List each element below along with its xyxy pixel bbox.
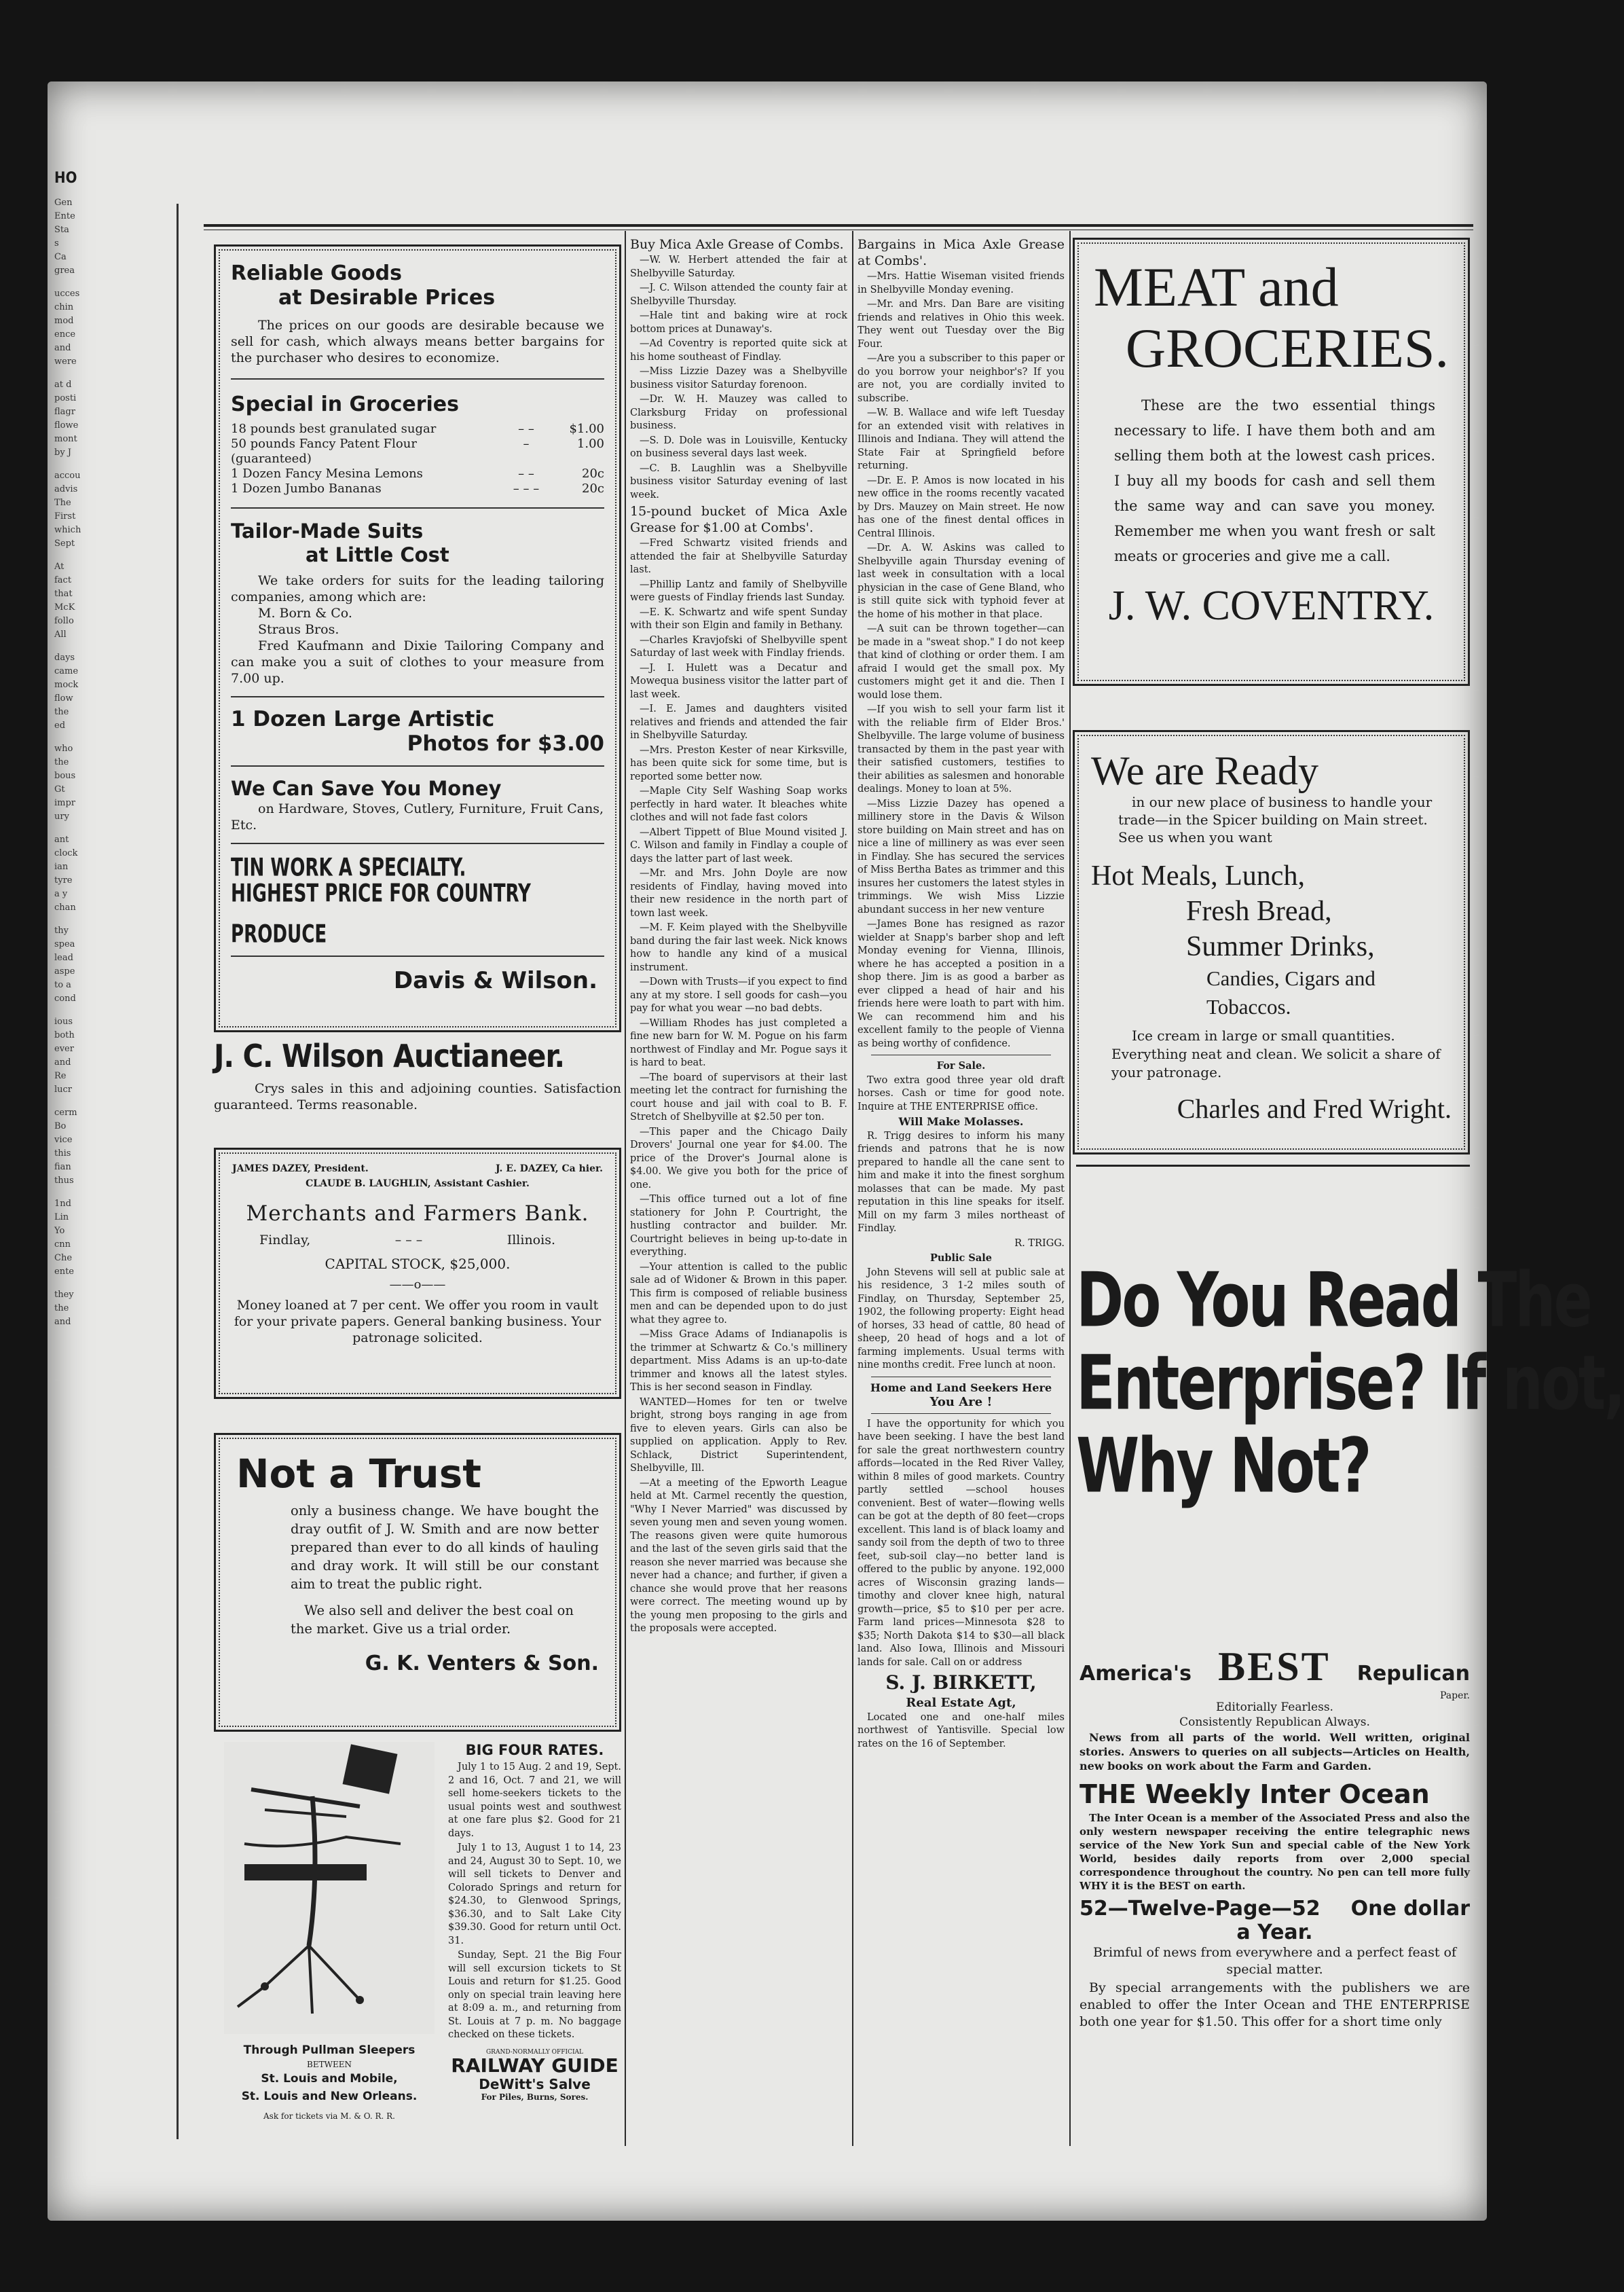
news-item: WANTED—Homes for ten or twelve bright, strong boys ranging in age from five to eleven years. Girls can also be supplied on application. Apply to Rev. Schlack, District Superintendent, Shelbyville, Ill.: [630, 1396, 847, 1474]
big-four-p1: July 1 to 15 Aug. 2 and 19, Sept. 2 and 16, Oct. 7 and 21, we will sell home-seekers tickets to the usual points west and southwest at one fare plus $2. Good for 21 days.: [448, 1762, 621, 1839]
ready-intro: in our new place of business to handle your trade—in the Spicer building on Main street. See us when you want: [1118, 794, 1433, 845]
meat-text: These are the two essential things necessary to life. I have them both and am selling them both at the lowest cash prices. I buy all my boods for cash and sell them the same way and can save you money. Remember me when you want fresh or salt meats or groceries and give me a call.: [1114, 397, 1435, 564]
grocery-item: 1 Dozen Fancy Mesina Lemons: [231, 467, 423, 481]
sliver-line: lucr: [54, 1085, 73, 1095]
guide-line-1: GRAND-NORMALLY OFFICIAL: [485, 2048, 584, 2056]
news-item: —Dr. E. P. Amos is now located in his new office in the rooms recently vacated by Drs. Mauzey on Main street. He now has one of the finest dental offices in Central Illinois.: [857, 475, 1065, 539]
sliver-line: mock: [54, 680, 79, 690]
davis-wilson-sign: Davis & Wilson.: [393, 967, 597, 994]
suits-title-2: at Little Cost: [306, 543, 449, 566]
inter-ocean-big-2: One dollar: [1350, 1897, 1470, 1921]
inter-ocean-big-1: 52—Twelve-Page—52: [1079, 1897, 1321, 1921]
grocery-dashes: – –: [518, 467, 534, 481]
guide-line-2: RAILWAY GUIDE: [451, 2054, 619, 2077]
column-rule-2: [852, 231, 853, 2146]
inter-ocean-title: THE Weekly Inter Ocean: [1079, 1779, 1430, 1809]
bank-capital: CAPITAL STOCK, $25,000.: [325, 1256, 511, 1272]
ad-divider: [231, 843, 604, 844]
col3-items-2: [630, 537, 847, 1636]
railway-guide-ad: [448, 2049, 621, 2102]
trust-text-1: only a business change. We have bought the dray outfit of J. W. Smith and are now better prepared than ever to do all kinds of hauling and dray work. It will still be our constant aim to treat the public right.: [291, 1503, 599, 1592]
local-news-column-1: [630, 231, 847, 2146]
sliver-line: ious: [54, 1017, 73, 1027]
molasses-title: Will Make Molasses.: [898, 1115, 1024, 1128]
enterprise-line-1: Do You Read The: [1076, 1257, 1591, 1345]
auctioneer-text: Crys sales in this and adjoining counties. Satisfaction guaranteed. Terms reasonable.: [214, 1081, 621, 1112]
sliver-line: tyre: [54, 875, 73, 886]
sliver-line: ed: [54, 721, 66, 731]
coventry-sign: J. W. COVENTRY.: [1108, 583, 1435, 629]
sliver-line: At: [54, 562, 64, 572]
grocery-row: [231, 481, 604, 496]
news-item: —If you wish to sell your farm list it with the reliable firm of Elder Bros.' Shelbyville. The large volume of business transacted by them in the past year with their satisfied customers, testifies to their abilities as salesmen and honorable dealings. Money to loan at 5%.: [857, 704, 1065, 795]
news-item: —Albert Tippett of Blue Mound visited J. C. Wilson and family in Findlay a couple of days the latter part of last week.: [630, 826, 847, 865]
grocery-dashes: –: [523, 437, 530, 451]
birkett-name: S. J. BIRKETT,: [885, 1671, 1037, 1694]
news-item: —C. B. Laughlin was a Shelbyville business visitor Saturday evening of last week.: [630, 462, 847, 501]
sliver-line: that: [54, 589, 73, 599]
save-text: on Hardware, Stoves, Cutlery, Furniture, Fruit Cans, Etc.: [231, 801, 604, 833]
sliver-line: Ca: [54, 252, 67, 262]
inter-ocean-ad: [1079, 1643, 1470, 2032]
news-item: —W. W. Herbert attended the fair at Shelbyville Saturday.: [630, 255, 847, 279]
grocery-dashes: – –: [518, 422, 534, 436]
sliver-line: Yo: [54, 1226, 65, 1236]
news-item: —Dr. A. W. Askins was called to Shelbyville again Thursday evening of last week in consultation with a local physician in the case of Gene Bland, who is still quite sick with typhoid fever at the home of his mother in that place.: [857, 543, 1065, 620]
meat-title-2: GROCERIES.: [1125, 317, 1449, 379]
news-item: —Your attention is called to the public sale ad of Widoner & Brown in this paper. This firm is composed of reliable business men and can be depended upon to do just what they agree to.: [630, 1261, 847, 1326]
bank-text: Money loaned at 7 per cent. We offer you room in vault for your private papers. General banking business. Your patronage solicited.: [234, 1298, 602, 1345]
ready-line-4: Candies, Cigars and Tobaccos.: [1206, 966, 1376, 1019]
local-news-column-2: [857, 231, 1065, 2146]
sliver-line: fian: [54, 1162, 71, 1172]
sliver-line: came: [54, 666, 79, 676]
sliver-line: the: [54, 1303, 69, 1313]
col3-lead: Buy Mica Axle Grease of Combs.: [630, 237, 844, 252]
grocery-row: [231, 422, 604, 437]
sliver-line: follo: [54, 616, 74, 626]
sliver-line: ant: [54, 835, 69, 845]
bank-cashier: J. E. DAZEY, Ca hier.: [496, 1163, 603, 1174]
ready-title: We are Ready: [1091, 748, 1318, 793]
previous-page-sliver: [54, 170, 177, 2139]
sliver-line: clock: [54, 848, 78, 858]
illus-caption-4: St. Louis and New Orleans.: [241, 2090, 418, 2103]
news-item: —E. K. Schwartz and wife spent Sunday with their son Elgin and family in Bethany.: [630, 606, 847, 631]
news-item: —Ad Coventry is reported quite sick at his home southeast of Findlay.: [630, 338, 847, 363]
sliver-line: ente: [54, 1267, 74, 1277]
sliver-line: mont: [54, 434, 77, 444]
sliver-line: ian: [54, 862, 69, 872]
ad-divider: [231, 507, 604, 509]
big-four-rates: [448, 1742, 621, 2102]
grocery-dashes: – – –: [513, 481, 540, 496]
news-item: —J. I. Hulett was a Decatur and Mowequa business visitor the latter part of last week.: [630, 662, 847, 700]
news-item: —Mr. and Mrs. John Doyle are now residents of Findlay, having moved into their new residence in the north part of town last week.: [630, 868, 847, 919]
column-rule-1: [625, 231, 626, 2146]
news-item: —At a meeting of the Epworth League held at Mt. Carmel recently the question, "Why I Never Married" was discussed by seven young men and seven young women. The reasons given were quite humorous and the last of the seven girls said that the reason she never married was because she never had a chance; and further, if given a chance she would prove that her reasons were correct. The meeting wound up by the young men proposing to the girls and the proposals were accepted.: [630, 1477, 847, 1634]
bank-town: Findlay,: [259, 1233, 311, 1248]
sliver-line: 1nd: [54, 1199, 71, 1209]
grocery-price: $1.00: [569, 422, 604, 436]
sliver-header: HO: [54, 170, 77, 187]
sliver-line: flowe: [54, 420, 79, 431]
trust-title: Not a Trust: [236, 1451, 481, 1497]
news-item: —M. F. Keim played with the Shelbyville band during the fair last week. Nick knows how to handle any kind of a musical instrument.: [630, 922, 847, 973]
bank-dashes: – – –: [394, 1233, 423, 1248]
sliver-line: aspe: [54, 966, 75, 977]
for-sale-text: Two extra good three year old draft horses. Cash or time for good note. Inquire at THE ENTERPRISE office.: [857, 1074, 1065, 1112]
sliver-line: cerm: [54, 1108, 77, 1118]
news-item: —J. C. Wilson attended the county fair at Shelbyville Thursday.: [630, 283, 847, 307]
sliver-line: Gt: [54, 784, 65, 795]
big-four-p3: Sunday, Sept. 21 the Big Four will sell excursion tickets to St Louis and return for $1.25. Good only on special train leaving here at 8:09 a. m., and returning from St. Louis at 7 p. m. No baggage checked on these tickets.: [448, 1950, 621, 2040]
sliver-line: chin: [54, 302, 74, 312]
sliver-line: The: [54, 498, 71, 508]
grocery-item: 50 pounds Fancy Patent Flour (guaranteed): [231, 437, 417, 466]
sliver-line: mod: [54, 316, 74, 326]
ad-heading-2: at Desirable Prices: [278, 286, 496, 310]
bank-officers: [232, 1163, 603, 1174]
sliver-line: Lin: [54, 1212, 69, 1222]
ready-line-1: Hot Meals, Lunch,: [1091, 860, 1305, 892]
for-sale-title: For Sale.: [936, 1060, 986, 1072]
ad-heading-1: Reliable Goods: [231, 261, 402, 285]
photos-line-2: Photos for $3.00: [407, 731, 604, 756]
molasses-sign: R. TRIGG.: [1014, 1237, 1065, 1249]
photos-line-1: 1 Dozen Large Artistic: [231, 707, 495, 731]
sliver-line: cnn: [54, 1239, 71, 1250]
suits-company-2: Straus Bros.: [258, 622, 339, 637]
ad-divider: [231, 956, 604, 957]
sliver-line: s: [54, 238, 59, 249]
sliver-line: posti: [54, 393, 77, 403]
save-title: We Can Save You Money: [231, 777, 502, 800]
sliver-line: flow: [54, 693, 73, 704]
grocery-price: 1.00: [576, 437, 604, 451]
sliver-line: by J: [54, 448, 72, 458]
inter-ocean-head-b: BEST: [1218, 1644, 1331, 1689]
illus-caption-5: Ask for tickets via M. & O. R. R.: [263, 2111, 395, 2121]
bank-assistant: CLAUDE B. LAUGHLIN, Assistant Cashier.: [306, 1178, 530, 1189]
sliver-line: which: [54, 525, 81, 535]
news-item: —Mr. and Mrs. Dan Bare are visiting friends and relatives in Ohio this week. They went out Tuesday over the Big Four.: [857, 299, 1065, 350]
sliver-line: the: [54, 757, 69, 767]
trust-ad: [214, 1433, 621, 1732]
tin-work-line: TIN WORK A SPECIALTY.: [231, 852, 466, 882]
sliver-line: spea: [54, 939, 75, 949]
public-sale-title: Public Sale: [929, 1252, 993, 1264]
sliver-line: First: [54, 511, 76, 522]
grocery-row: [231, 437, 604, 467]
meat-title-1: MEAT and: [1094, 256, 1339, 318]
groceries-list: [231, 422, 604, 496]
sliver-line: Re: [54, 1071, 67, 1081]
sliver-line: lead: [54, 953, 73, 963]
ready-text: Ice cream in large or small quantities. Everything neat and clean. We solicit a share of your patronage.: [1111, 1027, 1441, 1080]
inter-ocean-price: [1079, 1897, 1470, 1921]
news-item: —S. D. Dole was in Louisville, Kentucky on business several days last week.: [630, 435, 847, 459]
sliver-line: ever: [54, 1044, 74, 1054]
bank-name: Merchants and Farmers Bank.: [246, 1201, 589, 1226]
wright-sign: Charles and Fred Wright.: [1177, 1093, 1452, 1124]
auctioneer-title: J. C. Wilson Auctianeer.: [214, 1038, 565, 1074]
sliver-line: fact: [54, 575, 72, 585]
sliver-line: who: [54, 744, 73, 754]
news-item: —W. B. Wallace and wife left Tuesday for an extended visit with relatives in Illinois and Indiana. They will attend the State Fair at Springfield before returning.: [857, 407, 1065, 471]
sliver-line: and: [54, 1057, 71, 1068]
trust-sign: G. K. Venters & Son.: [365, 1652, 599, 1675]
news-item: —Charles Kravjofski of Shelbyville spent Saturday of last week with Findlay friends.: [630, 634, 847, 659]
sliver-line: All: [54, 630, 67, 640]
news-item: —Hale tint and baking wire at rock bottom prices at Dunaway's.: [630, 310, 847, 335]
grocery-item: 1 Dozen Jumbo Bananas: [231, 481, 382, 496]
sliver-line: ucces: [54, 289, 80, 299]
sliver-line: Ente: [54, 211, 75, 221]
sliver-line: and: [54, 343, 71, 353]
sliver-line: Bo: [54, 1121, 67, 1131]
grocery-row: [231, 467, 604, 481]
illus-caption-2: BETWEEN: [307, 2060, 352, 2069]
news-item: —This paper and the Chicago Daily Drovers' Journal one year for $4.00. The price of the Drover's Journal alone is $4.00. We give you both for the price of one.: [630, 1126, 847, 1190]
country-produce-line: HIGHEST PRICE FOR COUNTRY PRODUCE: [231, 878, 531, 949]
sliver-line: were: [54, 357, 77, 367]
inter-ocean-p2: The Inter Ocean is a member of the Associated Press and also the only western newspaper receiving the entire telegraphic news service of the New York Sun and special cable of the New York World, besides daily reports from over 2,000 special correspondence throughout the country. No pen can tell more fully WHY it is the BEST on earth.: [1079, 1812, 1470, 1892]
ready-ad: [1073, 730, 1470, 1154]
railroad-map-illustration: [224, 1742, 435, 2143]
column-rule-3: [1069, 231, 1071, 2146]
sliver-line: ence: [54, 329, 76, 340]
news-item: —Down with Trusts—if you expect to find any at my store. I sell goods for cash—you pay for what you wear —no bad debts.: [630, 977, 847, 1014]
inter-ocean-p4: By special arrangements with the publishers we are enabled to offer the Inter Ocean and THE ENTERPRISE both one year for $1.50. This offer for a short time only: [1079, 1980, 1470, 2029]
suits-intro: We take orders for suits for the leading tailoring companies, among which are:: [231, 573, 604, 604]
sliver-line: thy: [54, 926, 69, 936]
ad-divider: [231, 378, 604, 380]
ready-line-3: Summer Drinks,: [1186, 931, 1375, 962]
sliver-line: bous: [54, 771, 76, 781]
sliver-line: flagr: [54, 407, 75, 417]
sliver-line: the: [54, 707, 69, 717]
news-item: —William Rhodes has just completed a fine new barn for W. M. Pogue on his farm northwest of Findlay and Mr. Pogue says it is hard to beat.: [630, 1017, 847, 1068]
illus-caption-3: St. Louis and Mobile,: [261, 2072, 398, 2086]
big-four-p2: July 1 to 13, August 1 to 14, 23 and 24, August 30 to Sept. 10, we will sell tickets to Denver and Colorado Springs and return for $24.30, to Glenwood Springs, $36.30, and to Salt Lake City $39.30. Good for return until Oct. 31.: [448, 1842, 621, 1946]
guide-line-4: For Piles, Burns, Sores.: [481, 2092, 589, 2102]
molasses-text: R. Trigg desires to inform his many friends and patrons that he is now prepared to handle all the cane sent to him and make it into the finest sorghum molasses that can be made. My past reputation in this line speaks for itself. Mill on my farm 3 miles northeast of Findlay.: [857, 1130, 1065, 1234]
sliver-line: and: [54, 1317, 71, 1327]
sliver-line: accou: [54, 471, 81, 481]
inter-ocean-sub-1: Editorially Fearless.: [1216, 1700, 1333, 1714]
sliver-line: they: [54, 1290, 74, 1300]
news-item: —Are you a subscriber to this paper or do you borrow your neighbor's? If you are not, you are cordially invited to subscribe.: [857, 353, 1065, 404]
sliver-line: Sta: [54, 225, 69, 235]
sliver-line: Sept: [54, 539, 75, 549]
guide-line-3: DeWitt's Salve: [479, 2075, 591, 2092]
inter-ocean-sub-2: Consistently Republican Always.: [1179, 1715, 1370, 1729]
news-item: —The board of supervisors at their last meeting let the contract for furnishing the court house and jail with coal to B. F. Stretch of Shelbyville at $2.50 per ton.: [630, 1072, 847, 1123]
col3-items: [630, 254, 847, 502]
divider: [1076, 1165, 1470, 1167]
sliver-line: cond: [54, 994, 76, 1004]
inter-ocean-head-d: Paper.: [1440, 1690, 1470, 1701]
grocery-price: 20c: [582, 481, 604, 496]
enterprise-line-2: Enterprise? If not,: [1076, 1340, 1624, 1427]
sliver-line: ury: [54, 812, 69, 822]
news-item: —Maple City Self Washing Soap works perfectly in hard water. It bleaches white clothes and will not fade fast colors: [630, 786, 847, 823]
sliver-line: chan: [54, 903, 76, 913]
sliver-line: this: [54, 1148, 71, 1159]
bank-location: [232, 1233, 603, 1248]
davis-wilson-ad: [214, 244, 621, 1032]
news-item: —Miss Grace Adams of Indianapolis is the trimmer at Schwartz & Co.'s millinery department. Miss Adams is an up-to-date trimmer and knows all the latest styles. This is her second season in Findlay.: [630, 1329, 847, 1393]
news-item: —James Bone has resigned as razor wielder at Snapp's barber shop and left Monday evening for Vienna, Illinois, where he has accepted a position in a shop there. Jim is as good a barber as ever clipped a head of hair and his friends here were loath to part with him. We can recommend him and his excellent family to the people of Vienna as being worthy of confidence.: [857, 919, 1065, 1049]
bank-president: JAMES DAZEY, President.: [232, 1163, 369, 1174]
sliver-rule: [177, 204, 179, 2139]
enterprise-promo: [1076, 1256, 1624, 1510]
top-rule: [204, 224, 1473, 227]
sliver-line: thus: [54, 1176, 74, 1186]
seekers-text: I have the opportunity for which you have been seeking. I have the best land for sale the great northwestern country affords—located in the Red River Valley, within 8 miles of good markets. Country partly settled —school houses convenient. Best of water—flowing wells can be got at the depth of 80 feet—crops excellent. This land is of black loamy and sandy soil from the depth of two to three feet, sub-soil clay—no better land is offered to the public by anyone. 192,000 acres of Wisconsin grazing lands—timothy and clover knee high, natural growth—price, $5 to $10 per per acre. Farm land prices—Minnesota $28 to $35; North Dakota $14 to $30—all black land. Also Iowa, Illinois and Missouri lands for sale. Call on or address: [857, 1418, 1065, 1668]
inter-ocean-head-a: America's: [1079, 1662, 1192, 1686]
bank-ad: [214, 1148, 621, 1399]
seekers-title-1: Home and Land Seekers Here: [870, 1381, 1052, 1394]
illus-caption-1: Through Pullman Sleepers: [243, 2043, 416, 2057]
news-item: —Phillip Lantz and family of Shelbyville were guests of Findlay friends last Sunday.: [630, 579, 847, 603]
news-item: —Mrs. Hattie Wiseman visited friends in Shelbyville Monday evening.: [857, 271, 1065, 295]
sliver-line: Che: [54, 1253, 73, 1263]
divider: [871, 1413, 1051, 1414]
suits-company-3: Fred Kaufmann and Dixie Tailoring Company and can make you a suit of clothes to your measure from 7.00 up.: [231, 638, 604, 686]
enterprise-line-3: Why Not?: [1076, 1423, 1370, 1510]
news-item: —Miss Lizzie Dazey has opened a millinery store in the Davis & Wilson store building on Main street and has on nice a line of millinery as was ever seen in Findlay. She has secured the services of Miss Bertha Bates as trimmer and this insures her customers the latest styles in trimmings. We wish Miss Lizzie abundant success in her new venture: [857, 798, 1065, 915]
ad-intro: The prices on our goods are desirable because we sell for cash, which always means better bargains for the purchaser who desires to economize.: [231, 318, 604, 365]
suits-company-1: M. Born & Co.: [258, 606, 352, 621]
news-item: —A suit can be thrown together—can be made in a "sweat shop." I do not keep that kind of clothing or order them. I am afraid I would get the small pox. My customers might get it and die. Then I would lose them.: [857, 623, 1065, 701]
col4-lead: Bargains in Mica Axle Grease at Combs'.: [857, 237, 1065, 268]
bank-state: Illinois.: [506, 1233, 555, 1248]
grocery-item: 18 pounds best granulated sugar: [231, 422, 437, 436]
inter-ocean-header: [1079, 1643, 1470, 1690]
sliver-line: grea: [54, 266, 75, 276]
groceries-title: Special in Groceries: [231, 393, 459, 416]
sliver-line: days: [54, 653, 75, 663]
sliver-line: to a: [54, 980, 71, 990]
sliver-line: impr: [54, 798, 76, 808]
ready-line-2: Fresh Bread,: [1186, 896, 1332, 927]
inter-ocean-p1: News from all parts of the world. Well written, original stories. Answers to queries on all subjects—Articles on Health, new books on work about the Farm and Garden.: [1079, 1731, 1470, 1772]
ad-divider: [231, 765, 604, 767]
news-item: —Mrs. Preston Kester of near Kirksville, has been quite sick for some time, but is reported some better now.: [630, 744, 847, 782]
col4-items: [857, 270, 1065, 1051]
news-item: —This office turned out a lot of fine stationery for John P. Courtright, the hustling contractor and builder. Mr. Courtright believes in being up-to-date in everything.: [630, 1194, 847, 1258]
sliver-line: Gen: [54, 198, 73, 208]
sliver-line: a y: [54, 889, 68, 899]
sliver-line: McK: [54, 602, 75, 613]
birkett-text: Located one and one-half miles northwest of Yantisville. Special low rates on the 16 of September.: [857, 1711, 1065, 1749]
suits-title-1: Tailor-Made Suits: [231, 520, 424, 543]
inter-ocean-p3: Brimful of news from everywhere and a perfect feast of special matter.: [1092, 1945, 1457, 1977]
col3-mid-ad: 15-pound bucket of Mica Axle Grease for $1.00 at Combs'.: [630, 504, 847, 535]
railroad-map-icon: [224, 1742, 435, 2034]
bank-divider: ——o——: [389, 1277, 446, 1292]
sliver-line: at d: [54, 380, 72, 390]
sliver-lines: [54, 196, 177, 1329]
inter-ocean-head-c: Repulican: [1357, 1662, 1470, 1686]
sliver-line: vice: [54, 1135, 73, 1145]
news-item: —I. E. James and daughters visited relatives and friends and attended the fair in Shelbyville Saturday.: [630, 704, 847, 741]
public-sale-text: John Stevens will sell at public sale at his residence, 3 1-2 miles south of Findlay, on Thursday, September 25, 1902, the following property: Eight head of horses, 33 head of cattle, 80 head of sheep, 20 head of hogs and a lot of farming implements. Usual terms with nine months credit. Free lunch at noon.: [857, 1267, 1065, 1370]
big-four-title: BIG FOUR RATES.: [465, 1742, 604, 1758]
news-item: —Fred Schwartz visited friends and attended the fair at Shelbyville Saturday last.: [630, 538, 847, 575]
inter-ocean-big-3: a Year.: [1236, 1921, 1313, 1944]
auctioneer-notice: [214, 1036, 621, 1113]
meat-groceries-ad: [1073, 238, 1470, 686]
news-item: —Dr. W. H. Mauzey was called to Clarksburg Friday on professional business.: [630, 394, 847, 431]
ad-divider: [231, 696, 604, 697]
birkett-sub: Real Estate Agt,: [906, 1696, 1016, 1710]
sliver-line: both: [54, 1030, 75, 1040]
news-item: —Miss Lizzie Dazey was a Shelbyville business visitor Saturday forenoon.: [630, 366, 847, 390]
grocery-price: 20c: [582, 467, 604, 481]
seekers-title-2: You Are !: [929, 1395, 993, 1409]
sliver-line: advis: [54, 484, 78, 494]
trust-text-2: We also sell and deliver the best coal on the market. Give us a trial order.: [291, 1603, 574, 1637]
